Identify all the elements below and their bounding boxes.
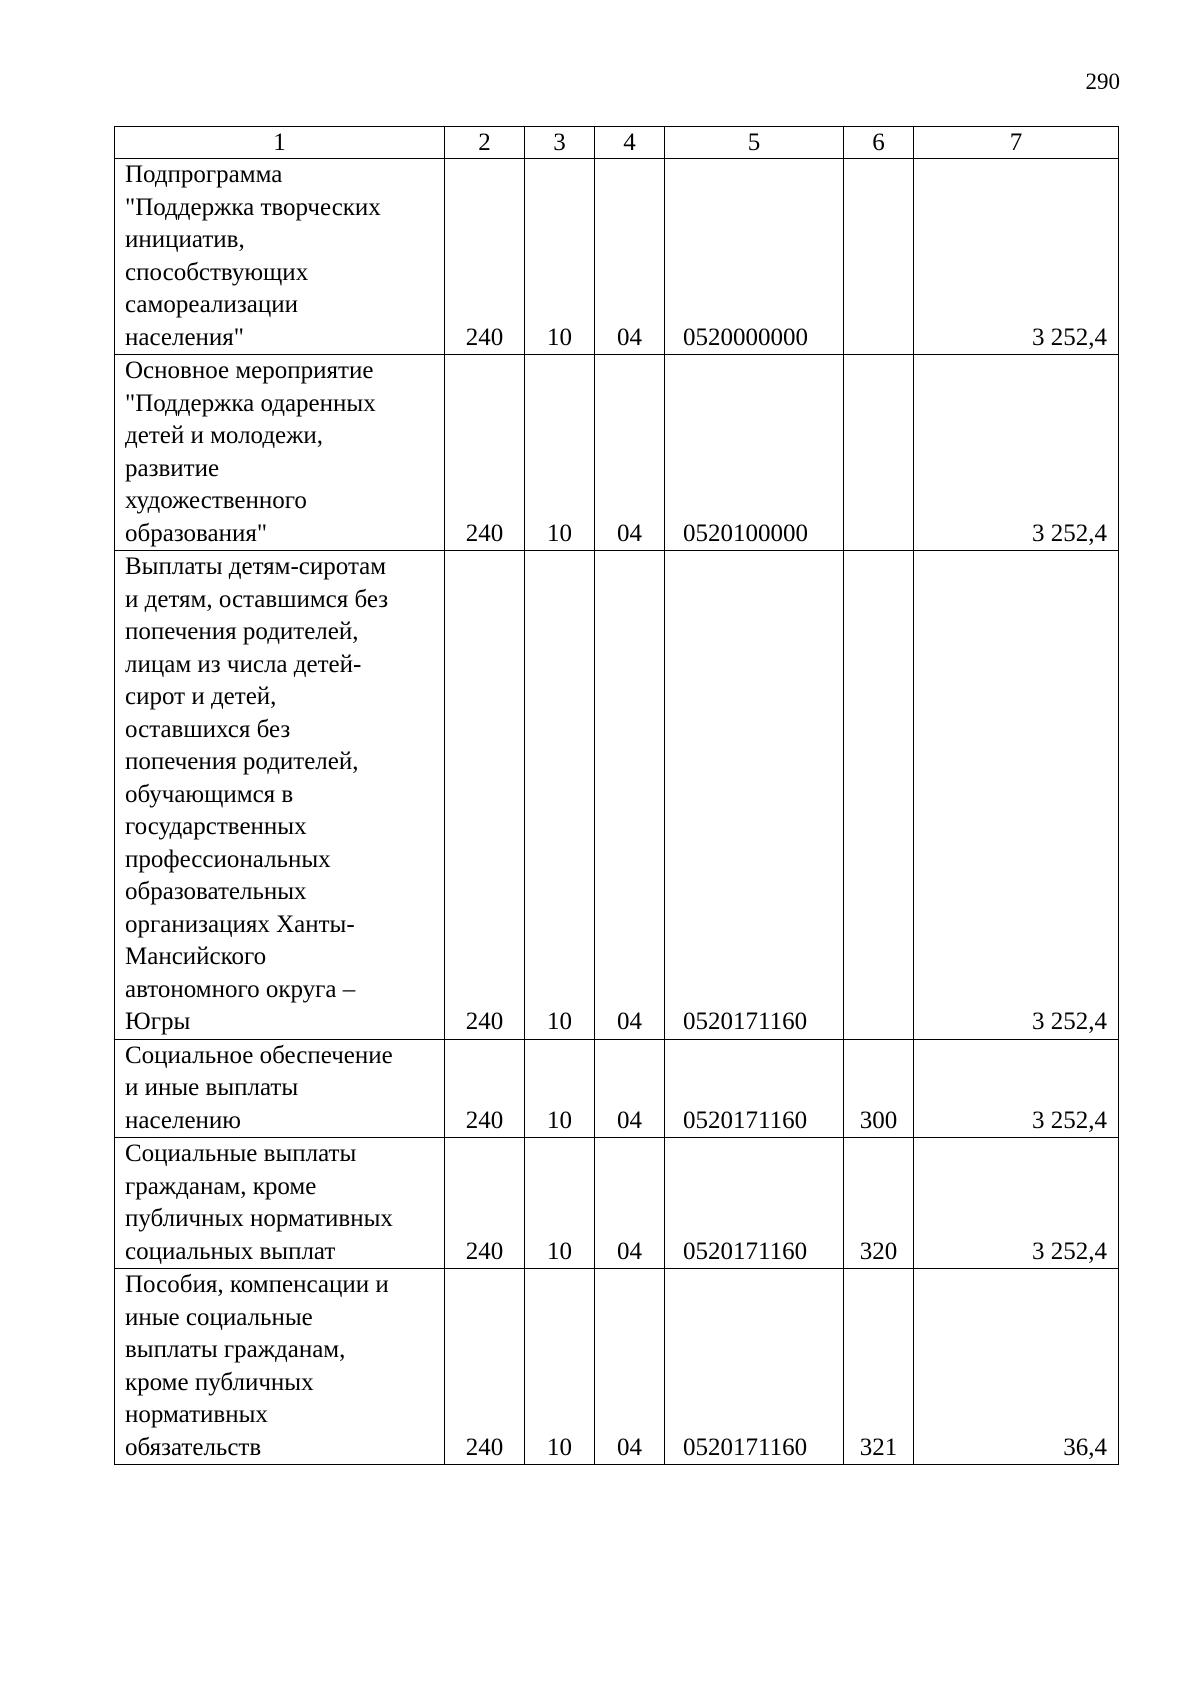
row-name-cell (115, 1039, 445, 1138)
row-name-line: попечения родителей, (125, 748, 359, 775)
row-name-line: населения" (125, 323, 245, 351)
row-name-line: оставшихся без (125, 715, 291, 743)
page-number: 290 (1085, 69, 1120, 94)
cell-col3: 10 (525, 1269, 595, 1465)
row-name-line: и детям, оставшимся без (125, 585, 389, 613)
cell-amount: 3 252,4 (914, 355, 1119, 551)
cell-col4: 04 (595, 355, 665, 551)
row-name-line: гражданам, кроме (125, 1172, 317, 1200)
column-header: 2 (445, 127, 525, 159)
row-name-cell (115, 355, 445, 551)
cell-target-article: 0520171160 (665, 551, 844, 1040)
row-name-cell (115, 159, 445, 355)
row-name-line: Основное мероприятие (125, 357, 374, 384)
row-name-line: самореализации (125, 291, 298, 318)
column-header: 3 (525, 127, 595, 159)
row-name-line: "Поддержка одаренных (125, 389, 376, 417)
row-name-line: организациях Ханты- (125, 910, 355, 938)
cell-amount: 3 252,4 (914, 159, 1119, 355)
cell-col2: 240 (445, 159, 525, 355)
row-name-line: населению (125, 1106, 241, 1134)
row-name-line: иные социальные (125, 1303, 313, 1331)
cell-amount: 3 252,4 (914, 1039, 1119, 1138)
cell-col2: 240 (445, 1039, 525, 1138)
cell-col2: 240 (445, 1269, 525, 1465)
row-name-line: Социальные выплаты (125, 1140, 357, 1167)
cell-col2: 240 (445, 355, 525, 551)
cell-expense-type: 300 (844, 1039, 914, 1138)
table-row (115, 1039, 1119, 1138)
cell-col3: 10 (525, 551, 595, 1040)
cell-expense-type (844, 159, 914, 355)
row-name-cell (115, 1138, 445, 1269)
row-name-line: Выплаты детям-сиротам (125, 553, 387, 580)
row-name-line: обязательств (125, 1433, 262, 1461)
table-row (115, 551, 1119, 1040)
cell-col4: 04 (595, 1138, 665, 1269)
row-name-line: Социальное обеспечение (125, 1041, 393, 1069)
row-name-line: Пособия, компенсации и (125, 1271, 389, 1298)
table-header-row (115, 127, 1119, 159)
row-name-line: детей и молодежи, (125, 422, 324, 449)
cell-target-article: 0520171160 (665, 1138, 844, 1269)
row-name-line: художественного (125, 487, 307, 514)
row-name-cell (115, 551, 445, 1040)
column-header: 4 (595, 127, 665, 159)
row-name-cell (115, 1269, 445, 1465)
column-header: 1 (115, 127, 445, 159)
cell-target-article: 0520000000 (665, 159, 844, 355)
cell-col2: 240 (445, 1138, 525, 1269)
row-name-line: образовательных (125, 878, 307, 905)
table-body (115, 127, 1119, 1465)
cell-col4: 04 (595, 1269, 665, 1465)
row-name-line: Подпрограмма (125, 161, 283, 188)
row-name-line: Мансийского (125, 943, 267, 970)
cell-expense-type: 321 (844, 1269, 914, 1465)
row-name-line: кроме публичных (125, 1368, 314, 1396)
cell-target-article: 0520171160 (665, 1269, 844, 1465)
cell-col4: 04 (595, 159, 665, 355)
row-name-line: "Поддержка творческих (125, 193, 381, 221)
table-row (115, 355, 1119, 551)
column-header: 5 (665, 127, 844, 159)
row-name-line: развитие (125, 454, 220, 482)
row-name-line: профессиональных (125, 845, 331, 873)
cell-amount: 3 252,4 (914, 1138, 1119, 1269)
row-name-line: инициатив, (125, 226, 245, 253)
row-name-line: Югры (125, 1008, 191, 1035)
cell-expense-type: 320 (844, 1138, 914, 1269)
column-header: 7 (914, 127, 1119, 159)
row-name-line: способствующих (125, 258, 309, 286)
column-header: 6 (844, 127, 914, 159)
cell-target-article: 0520100000 (665, 355, 844, 551)
row-name-line: автономного округа – (125, 975, 356, 1003)
row-name-line: сирот и детей, (125, 683, 277, 710)
table-row (115, 1269, 1119, 1465)
row-name-line: лицам из числа детей- (125, 650, 362, 678)
cell-col3: 10 (525, 1138, 595, 1269)
row-name-line: публичных нормативных (125, 1205, 393, 1232)
row-name-line: образования" (125, 519, 268, 547)
table-row (115, 159, 1119, 355)
row-name-line: попечения родителей, (125, 618, 359, 645)
cell-target-article: 0520171160 (665, 1039, 844, 1138)
cell-col3: 10 (525, 355, 595, 551)
row-name-line: и иные выплаты (125, 1074, 299, 1101)
row-name-line: социальных выплат (125, 1237, 336, 1265)
cell-col3: 10 (525, 1039, 595, 1138)
row-name-line: государственных (125, 813, 307, 840)
cell-col4: 04 (595, 551, 665, 1040)
cell-expense-type (844, 551, 914, 1040)
row-name-line: нормативных (125, 1401, 268, 1428)
cell-col3: 10 (525, 159, 595, 355)
cell-amount: 3 252,4 (914, 551, 1119, 1040)
table-row (115, 1138, 1119, 1269)
budget-table (114, 126, 1119, 1465)
cell-col4: 04 (595, 1039, 665, 1138)
cell-col2: 240 (445, 551, 525, 1040)
row-name-line: обучающимся в (125, 780, 294, 808)
cell-expense-type (844, 355, 914, 551)
cell-amount: 36,4 (914, 1269, 1119, 1465)
row-name-line: выплаты гражданам, (125, 1336, 346, 1363)
